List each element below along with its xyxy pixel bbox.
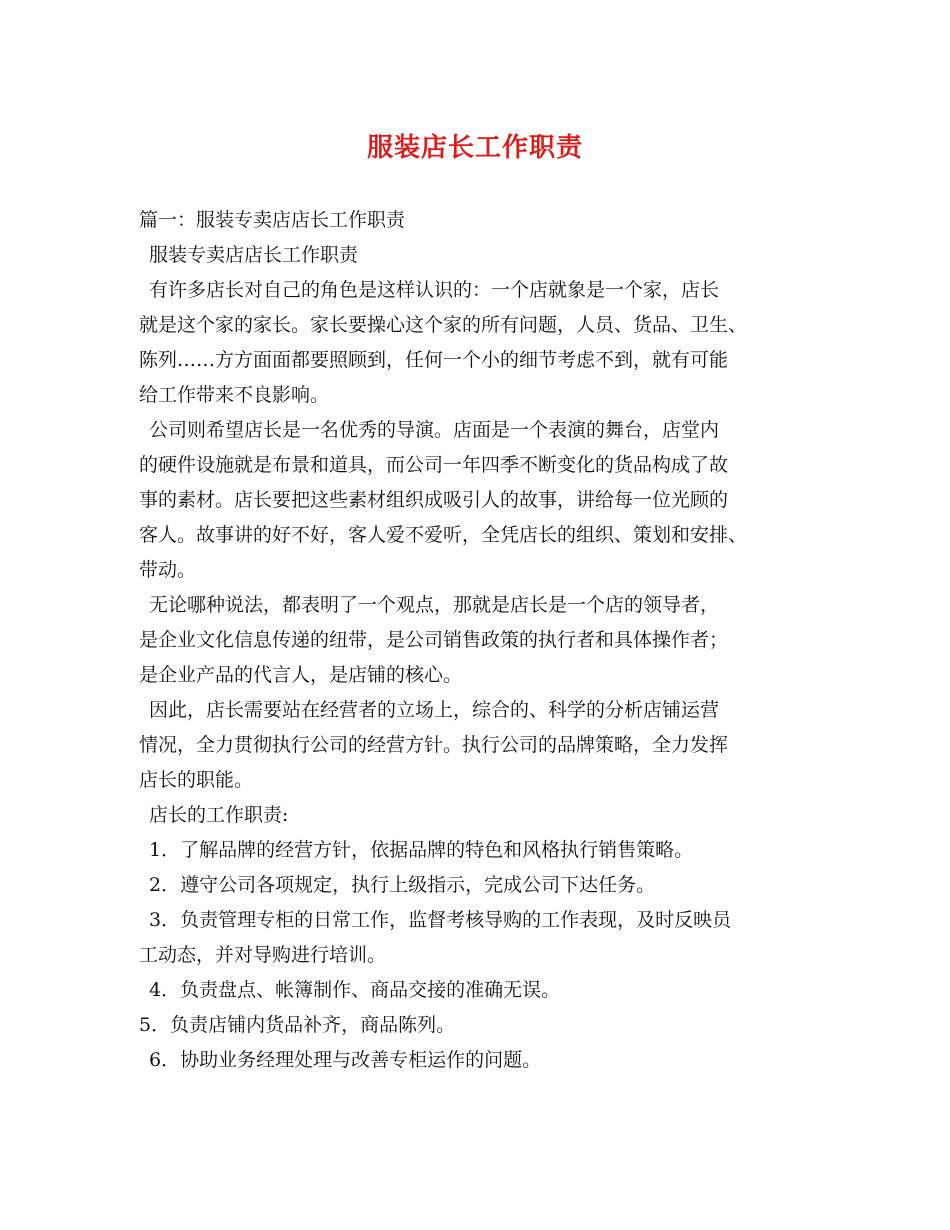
duty-item-6 bbox=[139, 1043, 829, 1078]
duty-item-3 bbox=[139, 903, 829, 973]
paragraph-leader-role bbox=[139, 588, 829, 693]
text-line: 带动。 bbox=[139, 559, 197, 581]
text-line: 无论哪种说法，都表明了一个观点，那就是店长是一个店的领导者， bbox=[149, 594, 720, 616]
paragraph-subtitle bbox=[139, 238, 829, 273]
duty-item-2 bbox=[139, 868, 829, 903]
duty-item-5 bbox=[139, 1008, 829, 1043]
text-line: 1．了解品牌的经营方针，依据品牌的特色和风格执行销售策略。 bbox=[149, 839, 694, 861]
paragraph-chapter-heading bbox=[139, 203, 829, 238]
text-line: 工动态，并对导购进行培训。 bbox=[139, 944, 387, 966]
text-line: 服装专卖店店长工作职责 bbox=[149, 244, 359, 266]
document-title: 服装店长工作职责 bbox=[366, 133, 583, 163]
text-line: 公司则希望店长是一名优秀的导演。店面是一个表演的舞台，店堂内 bbox=[149, 419, 720, 441]
text-line: 是企业文化信息传递的纽带，是公司销售政策的执行者和具体操作者； bbox=[139, 629, 729, 651]
text-line: 客人。故事讲的好不好，客人爱不爱听，全凭店长的组织、策划和安排、 bbox=[139, 524, 748, 546]
text-line: 的硬件设施就是布景和道具，而公司一年四季不断变化的货品构成了故 bbox=[139, 454, 729, 476]
text-line: 店长的工作职责: bbox=[149, 804, 289, 826]
text-line: 事的素材。店长要把这些素材组织成吸引人的故事，讲给每一位光顾的 bbox=[139, 489, 729, 511]
duty-item-4 bbox=[139, 973, 829, 1008]
paragraph-duties-heading bbox=[139, 798, 829, 833]
text-line: 有许多店长对自己的角色是这样认识的：一个店就象是一个家，店长 bbox=[149, 279, 720, 301]
duty-item-1 bbox=[139, 833, 829, 868]
text-line: 3．负责管理专柜的日常工作，监督考核导购的工作表现，及时反映员 bbox=[149, 909, 732, 931]
text-line: 因此，店长需要站在经营者的立场上，综合的、科学的分析店铺运营 bbox=[149, 699, 720, 721]
text-line: 5．负责店铺内货品补齐，商品陈列。 bbox=[139, 1014, 456, 1036]
text-line: 就是这个家的家长。家长要操心这个家的所有问题，人员、货品、卫生、 bbox=[139, 314, 748, 336]
paragraph-director-analogy bbox=[139, 413, 829, 588]
text-line: 篇一：服装专卖店店长工作职责 bbox=[139, 209, 406, 231]
text-line: 是企业产品的代言人，是店铺的核心。 bbox=[139, 664, 463, 686]
text-line: 陈列……方方面面都要照顾到，任何一个小的细节考虑不到，就有可能 bbox=[139, 349, 729, 371]
paragraph-manager-stance bbox=[139, 693, 829, 798]
document-body bbox=[139, 203, 829, 1078]
text-line: 2．遵守公司各项规定，执行上级指示，完成公司下达任务。 bbox=[149, 874, 656, 896]
paragraph-family-analogy bbox=[139, 273, 829, 413]
text-line: 4．负责盘点、帐簿制作、商品交接的准确无误。 bbox=[149, 979, 561, 1001]
text-line: 6．协助业务经理处理与改善专柜运作的问题。 bbox=[149, 1049, 542, 1071]
text-line: 给工作带来不良影响。 bbox=[139, 384, 330, 406]
text-line: 店长的职能。 bbox=[139, 769, 254, 791]
text-line: 情况，全力贯彻执行公司的经营方针。执行公司的品牌策略，全力发挥 bbox=[139, 734, 729, 756]
